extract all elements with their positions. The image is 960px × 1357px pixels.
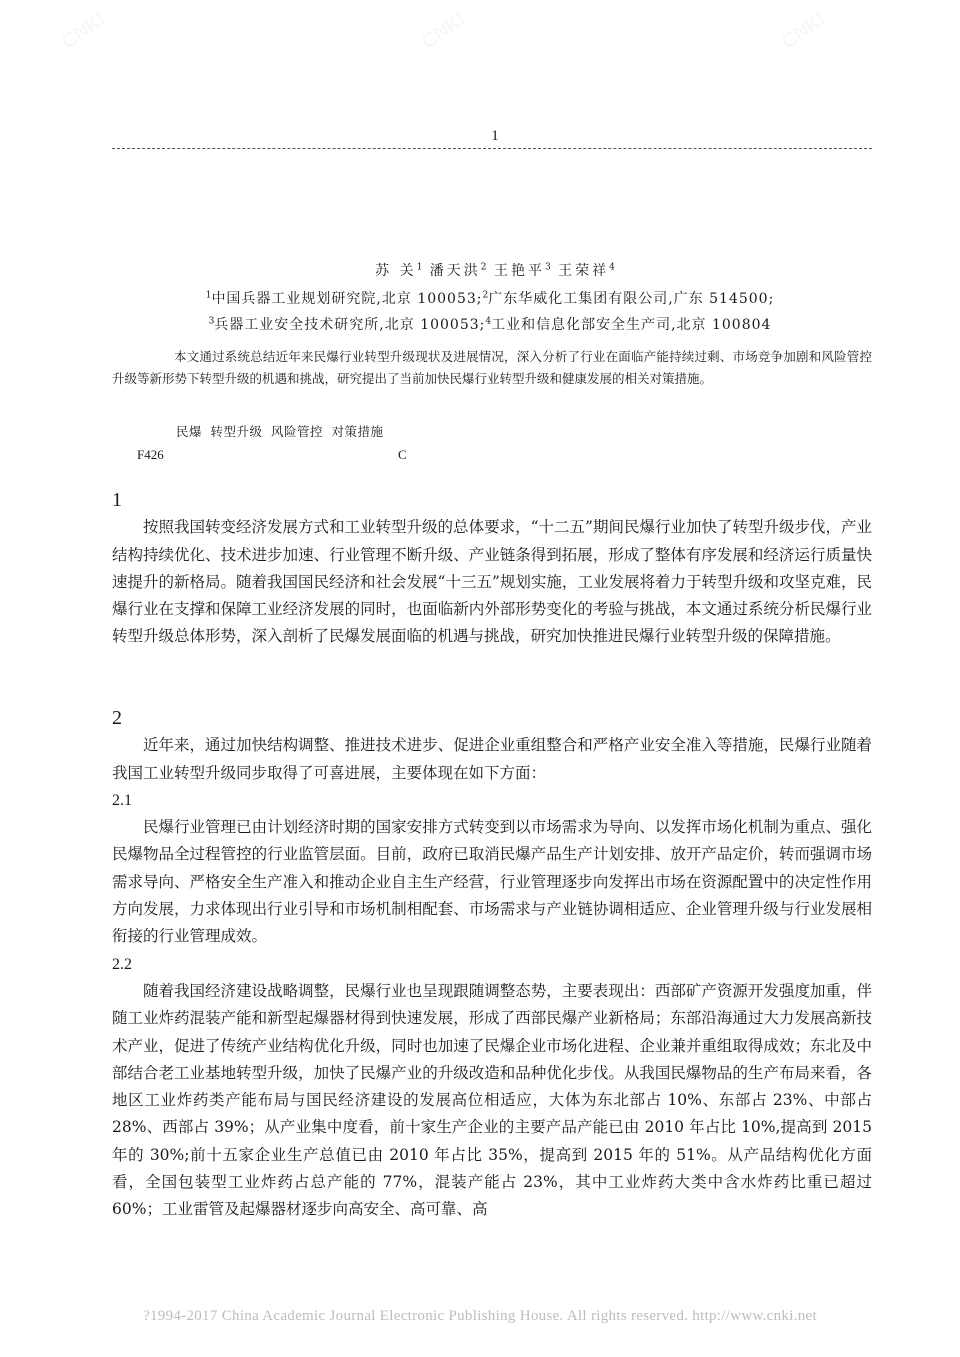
paragraph: 民爆行业管理已由计划经济时期的国家安排方式转变到以市场需求为导向、以发挥市场化机制为重点、强化民爆物品全过程管控的行业监管层面。目前，政府已取消民爆产品生产计划安排、放开产品定价，转而强调市场需求导向、严格安全生产准入和推动企业自主生产经营，行业管理逐步向发挥出市场在资源配置中的决定性作用方向发展，力求体现出行业引导和市场机制相配套、市场需求与产业链协调相适应、企业管理升级与行业发展相衔接的行业管理成效。 xyxy=(112,818,872,946)
header-rule xyxy=(112,148,872,149)
author: 苏 关$^1$ xyxy=(375,262,423,279)
subsection-heading: 2.1 xyxy=(112,791,132,809)
page-number: 1 xyxy=(491,128,499,144)
keyword: 转型升级 xyxy=(210,424,263,439)
affiliation-line: $^1$中国兵器工业规划研究院,北京 100053;$^2$广东华威化工集团有限公司,广东 514500; xyxy=(205,290,775,307)
author: 潘天洪$^2$ xyxy=(429,262,487,279)
section-2 xyxy=(112,705,872,1224)
watermark-text xyxy=(58,8,110,54)
keyword: 风险管控 xyxy=(271,424,324,439)
keyword: 对策措施 xyxy=(331,424,384,439)
keyword: 民爆 xyxy=(176,424,203,439)
author: 王荣祥$^4$ xyxy=(558,262,615,279)
section-heading: 1 xyxy=(112,489,122,511)
author-list xyxy=(0,260,960,280)
keywords xyxy=(176,422,388,440)
paragraph: 近年来，通过加快结构调整、推进技术进步、促进企业重组整合和严格产业安全准入等措施，民爆行业随着我国工业转型升级同步取得了可喜进展，主要体现在如下方面： xyxy=(112,736,872,782)
section-1 xyxy=(112,487,872,651)
section-heading: 2 xyxy=(112,707,122,729)
paragraph: 按照我国转变经济发展方式和工业转型升级的总体要求，“十二五”期间民爆行业加快了转型升级步伐，产业结构持续优化、技术进步加速、行业管理不断升级、产业链条得到拓展，形成了整体有序发展和经济运行质量快速提升的新格局。随着我国国民经济和社会发展“十三五”规划实施，工业发展将着力于转型升级和攻坚克难，民爆行业在支撑和保障工业经济发展的同时，也面临新内外部形势变化的考验与挑战，本文通过系统分析民爆行业转型升级总体形势，深入剖析了民爆发展面临的机遇与挑战，研究加快推进民爆行业转型升级的保障措施。 xyxy=(112,518,872,646)
watermark-text xyxy=(418,8,470,54)
paragraph: 随着我国经济建设战略调整，民爆行业也呈现跟随调整态势，主要表现出：西部矿产资源开发强度加重，伴随工业炸药混装产能和新型起爆器材得到快速发展，形成了西部民爆产业新格局；东部沿海通过大力发展高新技术产业，促进了传统产业结构优化升级，同时也加速了民爆企业市场化进程、企业兼并重组取得成效；东北及中部结合老工业基地转型升级，加快了民爆产业的升级改造和品种优化步伐。从我国民爆物品的生产布局来看，各地区工业炸药类产能布局与国民经济建设的发展高位相适应，大体为东北部占 10%、东部占 23%、中部占 28%、西部占 39%；从产业集中度看，前十家生产企业的主要产品产能已由 2010 年占比 10%,提高到 2015 年的 30%;前十五家企业生产总值已由 2010 年占比 35%，提高到 2015 年的 51%。从产品结构优化方面看，全国包装型工业炸药占总产能的 77%，混装产能占 23%，其中工业炸药大类中含水炸药比重已超过 60%；工业雷管及起爆器材逐步向高安全、高可靠、高 xyxy=(112,981,872,1219)
affiliation-line: $^3$兵器工业安全技术研究所,北京 100053;$^4$工业和信息化部安全生产司,北京 100804 xyxy=(208,316,772,333)
copyright-footer: ?1994-2017 China Academic Journal Electronic Publishing House. All rights reserved. http://www.cnki.net xyxy=(143,1308,817,1324)
author: 王艳平$^3$ xyxy=(493,262,551,279)
clc-number: F426 xyxy=(137,447,164,462)
document-code: C xyxy=(398,447,407,462)
subsection-heading: 2.2 xyxy=(112,955,132,973)
abstract: 本文通过系统总结近年来民爆行业转型升级现状及进展情况，深入分析了行业在面临产能持续过剩、市场竞争加剧和风险管控升级等新形势下转型升级的机遇和挑战，研究提出了当前加快民爆行业转型升级和健康发展的相关对策措施。 xyxy=(112,349,872,386)
watermark-text xyxy=(778,8,830,54)
